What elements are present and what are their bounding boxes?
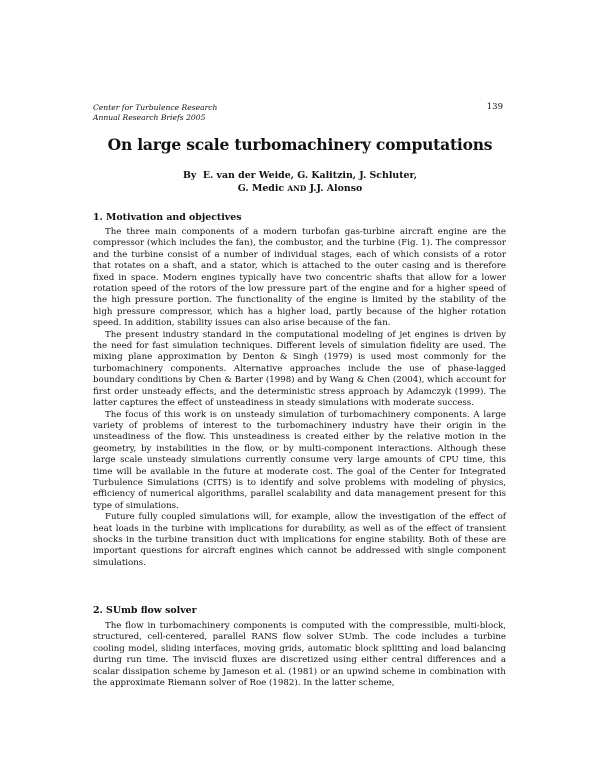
author-by: By <box>182 170 197 181</box>
author-line-2 <box>120 182 480 195</box>
author-names-1: E. van der Weide, G. Kalitzin, J. Schluter, <box>202 170 418 181</box>
paragraph: Future fully coupled simulations will, for example, allow the investigation of the effect of heat loads in the turbine with implications for durability, as well as of the effect of transient shocks in the turbine transition duct with implications for engine stability. Both of these are important questions for aircraft engines which cannot be addressed with single component simulations. <box>93 512 506 568</box>
paragraph: The focus of this work is on unsteady simulation of turbomachinery components. A large variety of problems of interest to the turbomachinery industry have their origin in the unsteadiness of the flow. This unsteadiness is created either by the relative motion in the geometry, by instabilities in the flow, or by multi-component interactions. Although these large scale unsteady simulations currently consume very large amounts of CPU time, this time will be available in the future at moderate cost. The goal of the Center for Integrated Turbulence Simulations (CITS) is to identify and solve problems with modeling of physics, efficiency of numerical algorithms, parallel scalability and data management present for this type of simulations. <box>93 409 506 511</box>
header-brief-name: Annual Research Briefs 2005 <box>93 112 206 122</box>
paragraph: The three main components of a modern turbofan gas-turbine aircraft engine are the compressor (which includes the fan), the combustor, and the turbine (Fig. 1). The compressor and the turbine consist of a number of individual stages, each of which consists of a rotor that rotates on a shaft, and a stator, which is attached to the outer casing and is therefore fixed in space. Modern engines typically have two concentric shafts that allow for a lower rotation speed of the rotors of the low pressure part of the engine and for a higher speed of the high pressure portion. The functionality of the engine is limited by the stability of the high pressure compressor, which has a higher load, partly because of the higher rotation speed. In addition, stability issues can also arise because of the fan. <box>93 227 506 329</box>
section-2-heading: 2. SUmb flow solver <box>93 605 197 616</box>
paragraph: The present industry standard in the computational modeling of jet engines is driven by the need for fast simulation techniques. Different levels of simulation fidelity are used. The mixing plane approximation by Denton & Singh (1979) is used most commonly for the turbomachinery components. Alternative approaches include the use of phase-lagged boundary conditions by Chen & Barter (1998) and by Wang & Chen (2004), which account for first order unsteady effects, and the deterministic stress approach by Adamczyk (1999). The latter captures the effect of unsteadiness in steady simulations with moderate success. <box>93 329 506 409</box>
section-2-body <box>93 621 506 689</box>
header-center-name: Center for Turbulence Research <box>93 103 218 112</box>
page-number: 139 <box>486 102 503 112</box>
author-names-2a: G. Medic <box>237 183 285 194</box>
author-line-1 <box>120 169 480 182</box>
author-block <box>120 169 480 195</box>
author-names-2b: J.J. Alonso <box>309 183 363 194</box>
running-header <box>93 103 503 122</box>
section-1-body <box>93 227 506 569</box>
paragraph: The flow in turbomachinery components is computed with the compressible, multi-block, structured, cell-centered, parallel RANS flow solver SUmb. The code includes a turbine cooling model, sliding interfaces, moving grids, automatic block splitting and load balancing during run time. The inviscid fluxes are discretized using either central differences and a scalar dissipation scheme by Jameson et al. (1981) or an upwind scheme in combination with the approximate Riemann solver of Roe (1982). In the latter scheme, <box>93 621 506 689</box>
section-1-heading: 1. Motivation and objectives <box>93 212 242 223</box>
author-and: AND <box>287 184 307 193</box>
paper-title: On large scale turbomachinery computations <box>107 135 493 154</box>
